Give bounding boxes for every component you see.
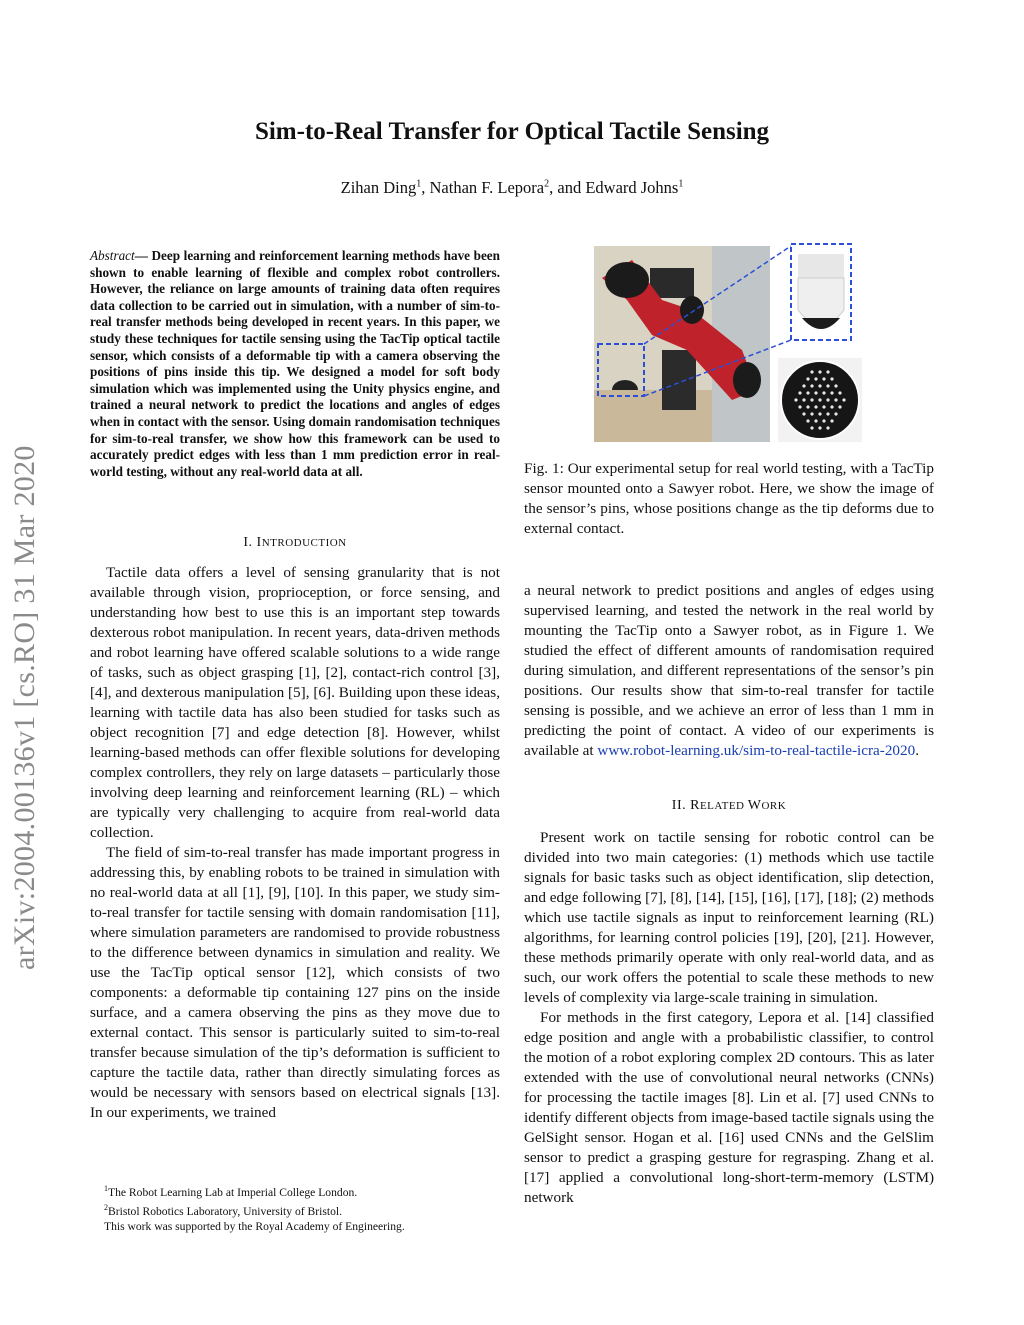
figure-1-caption: Fig. 1: Our experimental setup for real world testing, with a TacTip sensor mounted onto a Sawyer robot. Here, we show the image of the sensor’s pins, whose positions change as the tip deforms due to external contact. <box>524 460 934 537</box>
robot-joint <box>605 262 649 298</box>
abstract-dash: — <box>134 248 148 263</box>
footnote <box>90 1219 500 1234</box>
footnote-mark: 2 <box>104 1202 108 1212</box>
section-heading-introduction <box>90 535 500 551</box>
robot-wrist <box>733 362 761 398</box>
robot-pedestal <box>662 350 696 410</box>
author-name: Zihan Ding <box>340 178 417 197</box>
robot-joint <box>680 296 704 324</box>
affiliation-mark: 1 <box>416 178 422 190</box>
paragraph-end: . <box>915 742 920 759</box>
section-initial: W <box>747 798 762 813</box>
section-rest: ELATED <box>699 800 748 812</box>
abstract-text: Deep learning and reinforcement learning methods have been shown to enable learning of flexible and complex robot controllers. However, the reliance on large amounts of training data often requires data collection to be carried out in simulation, with a number of sim-to-real transfer methods being developed in recent years. In this paper, we study these techniques for tactile sensing using the TacTip optical tactile sensor, which consists of a deformable tip with a camera observing the positions of pins inside this tip. We designed a model for soft body simulation which was implemented using the Unity physics engine, and trained a neural network to predict the locations and angles of edges when in contact with the sensor. Using domain randomisation techniques for sim-to-real transfer, we show how this framework can be used to accurately predict edges with less than 1 mm prediction error in real-world testing, without any real-world data at all. <box>90 248 500 479</box>
section-number: II. <box>671 798 691 813</box>
paragraph: Present work on tactile sensing for robotic control can be divided into two main categories: (1) methods which use tactile signals for basic tasks such as object identification, slip detection, and edge following [7], [8], [14], [15], [16], [17], [18]; (2) methods which use tactile signals as input to reinforcement learning (RL) algorithms, for learning control policies [19], [20], [21]. However, these methods primarily operate with only real-world data, and as such, our work offers the potential to scale these methods to new levels of complexity via large-scale training in simulation. <box>524 829 934 1006</box>
paragraph: For methods in the first category, Lepora et al. [14] classified edge position and angle with a probabilistic classifier, to control the motion of a robot exploring complex 2D contours. This as later extended with the use of convolutional neural networks (CNNs) for processing the tactile images [8]. Lin et al. [7] used CNNs to identify different objects from image-based tactile signals using the GelSight sensor. Hogan et al. [16] used CNNs and the GelSlim sensor to predict a grasping gesture for regrasping. Zhang et al. [17] applied a convolutional long-short-term-memory (LSTM) network <box>524 1009 934 1206</box>
footnotes <box>90 1181 500 1234</box>
footnote-text: This work was supported by the Royal Academy of Engineering. <box>104 1219 405 1233</box>
footnote-mark: 1 <box>104 1184 108 1193</box>
section-initial: R <box>690 798 700 813</box>
paper-title: Sim-to-Real Transfer for Optical Tactile Sensing <box>254 118 770 145</box>
author-name: Nathan F. Lepora <box>429 178 545 197</box>
video-link[interactable]: www.robot-learning.uk/sim-to-real-tactile-icra-2020 <box>597 742 916 759</box>
author-separator: , and <box>549 178 586 197</box>
footnote <box>90 1200 500 1219</box>
introduction-continued <box>524 581 934 761</box>
footnote <box>90 1181 500 1200</box>
figure-1-image <box>592 240 864 445</box>
paragraph: a neural network to predict positions and angles of edges using supervised learning, and tested the network in the real world by mounting the TacTip onto a Sawyer robot, as in Figure 1. We studied the effect of different amounts of randomisation required during simulation, and different representations of the sensor’s pin positions. Our results show that sim-to-real transfer for tactile sensing is possible, and we achieve an error of less than 1 mm in predicting the point of contact. A video of our experiments is available at <box>524 582 934 759</box>
footnote-text: Bristol Robotics Laboratory, University of Bristol. <box>108 1204 342 1218</box>
related-work-body <box>524 828 934 1208</box>
introduction-body <box>90 563 500 1123</box>
abstract <box>90 248 500 480</box>
affiliation-mark: 2 <box>544 178 550 190</box>
section-number: I. <box>243 535 257 550</box>
sensor-body <box>798 278 844 325</box>
paragraph: Tactile data offers a level of sensing granularity that is not available through vision, proprioception, or force sensing, and understanding how best to use this is an important step towards dexterous robot manipulation. In recent years, data-driven methods and robot learning have offered scalable solutions to a wide range of tasks, such as object grasping [1], [2], contact-rich control [3], [4], and dexterous manipulation [5], [6]. Building upon these ideas, learning with tactile data has also been studied for tasks such as object recognition [7] and edge detection [8]. However, whilst learning-based methods can offer flexible solutions for developing complex controllers, they rely on large datasets – particularly those involving deep learning and reinforcement learning (RL) – which are typically very challenging to acquire from real-world data collection. <box>90 564 500 841</box>
section-rest: ORK <box>761 800 787 812</box>
section-rest: NTRODUCTION <box>261 537 347 549</box>
footnote-text: The Robot Learning Lab at Imperial College London. <box>108 1185 358 1199</box>
author-name: Edward Johns <box>585 178 679 197</box>
affiliation-mark: 1 <box>678 178 684 190</box>
author-separator: , <box>421 178 430 197</box>
section-heading-related-work <box>524 798 934 814</box>
paragraph: The field of sim-to-real transfer has made important progress in addressing this, by enabling robots to be trained in simulation with no real-world data at all [1], [9], [10]. In this paper, we study sim-to-real transfer for tactile sensing with domain randomisation [11], where simulation parameters are randomised to provide robustness to the difference between dynamics in simulation and reality. We use the TacTip optical sensor [12], which consists of two components: a deformable tip containing 127 pins on the inside surface, and a camera observing the pins as they move due to external contact. This sensor is particularly suited to sim-to-real transfer because simulation of the tip’s deformation is sufficient to capture the tactile data, rather than directly simulating forces as would be necessary with sensors based on electrical signals [13]. In our experiments, we trained <box>90 844 500 1121</box>
arxiv-stamp: arXiv:2004.00136v1 [cs.RO] 31 Mar 2020 <box>8 445 41 970</box>
abstract-label: Abstract <box>90 248 135 263</box>
sensor-mount <box>798 254 844 278</box>
section-initial: I <box>256 535 262 550</box>
author-list <box>0 178 1024 198</box>
